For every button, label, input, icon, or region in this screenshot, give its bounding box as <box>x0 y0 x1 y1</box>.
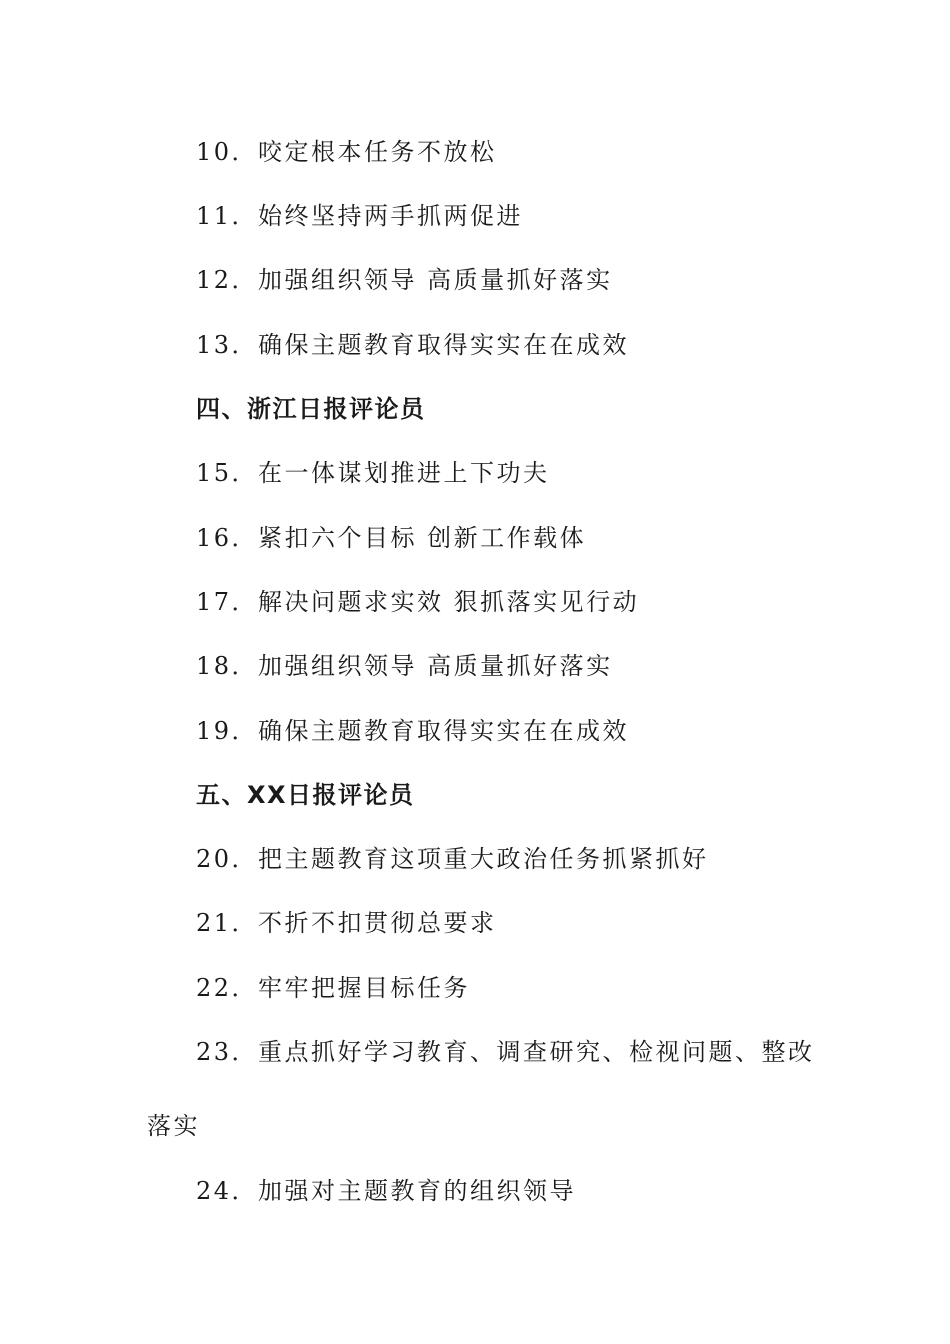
list-item: 24．加强对主题教育的组织领导 <box>196 1177 577 1205</box>
list-item: 22．牢牢把握目标任务 <box>196 974 471 1002</box>
list-item: 10．咬定根本任务不放松 <box>196 138 497 166</box>
list-item: 17．解决问题求实效 狠抓落实见行动 <box>196 588 640 616</box>
list-item-continuation: 落实 <box>147 1112 200 1140</box>
list-item: 19．确保主题教育取得实实在在成效 <box>196 717 630 745</box>
list-item: 13．确保主题教育取得实实在在成效 <box>196 331 630 359</box>
list-item: 21．不折不扣贯彻总要求 <box>196 909 497 937</box>
list-item: 16．紧扣六个目标 创新工作载体 <box>196 524 587 552</box>
list-item: 23．重点抓好学习教育、调查研究、检视问题、整改 <box>196 1038 815 1066</box>
section-heading: 四、浙江日报评论员 <box>196 395 426 423</box>
list-item: 15．在一体谋划推进上下功夫 <box>196 459 550 487</box>
section-heading: 五、XX日报评论员 <box>196 781 415 809</box>
list-item: 12．加强组织领导 高质量抓好落实 <box>196 266 613 294</box>
list-item: 11．始终坚持两手抓两促进 <box>196 202 524 230</box>
list-item: 20．把主题教育这项重大政治任务抓紧抓好 <box>196 845 709 873</box>
list-item: 18．加强组织领导 高质量抓好落实 <box>196 652 613 680</box>
